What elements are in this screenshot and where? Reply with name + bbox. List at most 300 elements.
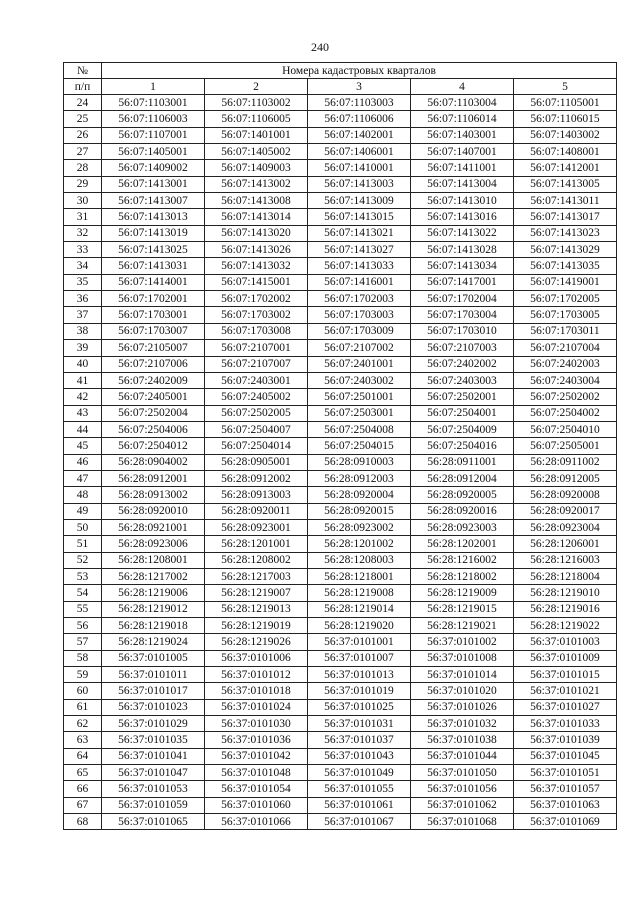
cadastral-number-cell: 56:07:1413020 bbox=[205, 225, 308, 241]
row-number-cell: 41 bbox=[64, 372, 102, 388]
table-row bbox=[64, 438, 617, 454]
row-number-cell: 34 bbox=[64, 258, 102, 274]
table-row bbox=[64, 585, 617, 601]
row-number-cell: 36 bbox=[64, 291, 102, 307]
cadastral-number-cell: 56:37:0101036 bbox=[205, 732, 308, 748]
cadastral-number-cell: 56:07:1416001 bbox=[308, 274, 411, 290]
row-number-cell: 61 bbox=[64, 699, 102, 715]
row-number-cell: 44 bbox=[64, 421, 102, 437]
cadastral-number-cell: 56:28:0921001 bbox=[102, 519, 205, 535]
cadastral-number-cell: 56:07:2504006 bbox=[102, 421, 205, 437]
cadastral-number-cell: 56:28:0923003 bbox=[411, 519, 514, 535]
row-number-cell: 38 bbox=[64, 323, 102, 339]
cadastral-number-cell: 56:28:0912003 bbox=[308, 470, 411, 486]
cadastral-number-cell: 56:07:1413007 bbox=[102, 193, 205, 209]
cadastral-number-cell: 56:07:2402002 bbox=[411, 356, 514, 372]
cadastral-number-cell: 56:37:0101054 bbox=[205, 781, 308, 797]
cadastral-number-cell: 56:28:0905001 bbox=[205, 454, 308, 470]
table-row bbox=[64, 242, 617, 258]
cadastral-number-cell: 56:28:1219024 bbox=[102, 634, 205, 650]
cadastral-number-cell: 56:37:0101025 bbox=[308, 699, 411, 715]
cadastral-number-cell: 56:07:2504015 bbox=[308, 438, 411, 454]
cadastral-number-cell: 56:28:1219014 bbox=[308, 601, 411, 617]
cadastral-number-cell: 56:37:0101005 bbox=[102, 650, 205, 666]
cadastral-number-cell: 56:28:1219009 bbox=[411, 585, 514, 601]
cadastral-number-cell: 56:07:2405001 bbox=[102, 389, 205, 405]
cadastral-number-cell: 56:37:0101068 bbox=[411, 814, 514, 830]
cadastral-number-cell: 56:07:1417001 bbox=[411, 274, 514, 290]
cadastral-number-cell: 56:07:1413015 bbox=[308, 209, 411, 225]
cadastral-number-cell: 56:07:2107006 bbox=[102, 356, 205, 372]
cadastral-number-cell: 56:28:0923001 bbox=[205, 519, 308, 535]
cadastral-number-cell: 56:07:1413031 bbox=[102, 258, 205, 274]
cadastral-number-cell: 56:37:0101032 bbox=[411, 716, 514, 732]
cadastral-number-cell: 56:37:0101057 bbox=[514, 781, 617, 797]
cadastral-number-cell: 56:07:1406001 bbox=[308, 144, 411, 160]
table-row bbox=[64, 160, 617, 176]
cadastral-number-cell: 56:37:0101047 bbox=[102, 765, 205, 781]
table-row bbox=[64, 176, 617, 192]
row-number-cell: 42 bbox=[64, 389, 102, 405]
row-number-cell: 40 bbox=[64, 356, 102, 372]
row-number-cell: 58 bbox=[64, 650, 102, 666]
cadastral-number-cell: 56:37:0101038 bbox=[411, 732, 514, 748]
cadastral-number-cell: 56:07:2107007 bbox=[205, 356, 308, 372]
cadastral-number-cell: 56:07:1402001 bbox=[308, 127, 411, 143]
row-number-cell: 64 bbox=[64, 748, 102, 764]
row-number-cell: 54 bbox=[64, 585, 102, 601]
cadastral-number-cell: 56:07:1702004 bbox=[411, 291, 514, 307]
row-number-cell: 52 bbox=[64, 552, 102, 568]
cadastral-number-cell: 56:07:1401001 bbox=[205, 127, 308, 143]
group-header-title: Номера кадастровых кварталов bbox=[102, 63, 617, 79]
cadastral-number-cell: 56:07:1413004 bbox=[411, 176, 514, 192]
cadastral-number-cell: 56:37:0101060 bbox=[205, 797, 308, 813]
cadastral-number-cell: 56:07:2403002 bbox=[308, 372, 411, 388]
row-number-cell: 45 bbox=[64, 438, 102, 454]
cadastral-number-cell: 56:28:1218001 bbox=[308, 568, 411, 584]
cadastral-number-cell: 56:37:0101007 bbox=[308, 650, 411, 666]
table-body bbox=[64, 95, 617, 830]
cadastral-number-cell: 56:28:1201002 bbox=[308, 536, 411, 552]
cadastral-number-cell: 56:07:1106005 bbox=[205, 111, 308, 127]
cadastral-number-cell: 56:28:1219006 bbox=[102, 585, 205, 601]
cadastral-number-cell: 56:37:0101065 bbox=[102, 814, 205, 830]
cadastral-number-cell: 56:37:0101030 bbox=[205, 716, 308, 732]
cadastral-number-cell: 56:37:0101008 bbox=[411, 650, 514, 666]
cadastral-number-cell: 56:37:0101051 bbox=[514, 765, 617, 781]
cadastral-number-cell: 56:07:1106003 bbox=[102, 111, 205, 127]
cadastral-number-cell: 56:07:2502001 bbox=[411, 389, 514, 405]
cadastral-number-cell: 56:07:1413001 bbox=[102, 176, 205, 192]
cadastral-number-cell: 56:28:1217003 bbox=[205, 568, 308, 584]
cadastral-number-cell: 56:37:0101018 bbox=[205, 683, 308, 699]
cadastral-number-cell: 56:28:0912005 bbox=[514, 470, 617, 486]
row-number-cell: 60 bbox=[64, 683, 102, 699]
row-number-cell: 68 bbox=[64, 814, 102, 830]
row-number-cell: 31 bbox=[64, 209, 102, 225]
cadastral-number-cell: 56:28:0923004 bbox=[514, 519, 617, 535]
cadastral-number-cell: 56:07:1413032 bbox=[205, 258, 308, 274]
cadastral-number-cell: 56:07:1413017 bbox=[514, 209, 617, 225]
cadastral-number-cell: 56:07:1703005 bbox=[514, 307, 617, 323]
cadastral-number-cell: 56:28:1219010 bbox=[514, 585, 617, 601]
cadastral-number-cell: 56:28:0912001 bbox=[102, 470, 205, 486]
cadastral-number-cell: 56:07:2504001 bbox=[411, 405, 514, 421]
cadastral-number-cell: 56:28:1219008 bbox=[308, 585, 411, 601]
table-row bbox=[64, 323, 617, 339]
table-row bbox=[64, 699, 617, 715]
table-row bbox=[64, 193, 617, 209]
cadastral-number-cell: 56:07:1413022 bbox=[411, 225, 514, 241]
cadastral-number-cell: 56:07:1403002 bbox=[514, 127, 617, 143]
cadastral-number-cell: 56:28:0920015 bbox=[308, 503, 411, 519]
cadastral-number-cell: 56:07:2405002 bbox=[205, 389, 308, 405]
cadastral-number-cell: 56:07:1412001 bbox=[514, 160, 617, 176]
cadastral-number-cell: 56:28:0920005 bbox=[411, 487, 514, 503]
cadastral-number-cell: 56:07:1413010 bbox=[411, 193, 514, 209]
cadastral-number-cell: 56:07:1413033 bbox=[308, 258, 411, 274]
cadastral-number-cell: 56:37:0101014 bbox=[411, 667, 514, 683]
cadastral-number-cell: 56:07:1413034 bbox=[411, 258, 514, 274]
cadastral-number-cell: 56:07:1410001 bbox=[308, 160, 411, 176]
cadastral-number-cell: 56:37:0101049 bbox=[308, 765, 411, 781]
table-row bbox=[64, 650, 617, 666]
cadastral-number-cell: 56:07:1403001 bbox=[411, 127, 514, 143]
cadastral-number-cell: 56:07:1413008 bbox=[205, 193, 308, 209]
column-header: 1 bbox=[102, 79, 205, 95]
row-number-cell: 39 bbox=[64, 340, 102, 356]
cadastral-number-cell: 56:07:1702001 bbox=[102, 291, 205, 307]
cadastral-number-cell: 56:07:1103001 bbox=[102, 95, 205, 111]
table-row bbox=[64, 470, 617, 486]
row-number-cell: 47 bbox=[64, 470, 102, 486]
cadastral-number-cell: 56:07:1409002 bbox=[102, 160, 205, 176]
cadastral-number-cell: 56:28:1202001 bbox=[411, 536, 514, 552]
cadastral-number-cell: 56:07:1703004 bbox=[411, 307, 514, 323]
row-number-cell: 59 bbox=[64, 667, 102, 683]
row-number-cell: 51 bbox=[64, 536, 102, 552]
row-number-header-top: № bbox=[64, 63, 102, 79]
cadastral-number-cell: 56:07:1413025 bbox=[102, 242, 205, 258]
cadastral-number-cell: 56:07:1103003 bbox=[308, 95, 411, 111]
table-row bbox=[64, 144, 617, 160]
cadastral-number-cell: 56:37:0101027 bbox=[514, 699, 617, 715]
cadastral-number-cell: 56:28:1219018 bbox=[102, 618, 205, 634]
table-row bbox=[64, 536, 617, 552]
cadastral-number-cell: 56:07:1106014 bbox=[411, 111, 514, 127]
cadastral-number-cell: 56:37:0101019 bbox=[308, 683, 411, 699]
table-row bbox=[64, 487, 617, 503]
row-number-cell: 66 bbox=[64, 781, 102, 797]
table-row bbox=[64, 667, 617, 683]
cadastral-number-cell: 56:28:1208001 bbox=[102, 552, 205, 568]
cadastral-number-cell: 56:07:1703009 bbox=[308, 323, 411, 339]
cadastral-number-cell: 56:07:1702003 bbox=[308, 291, 411, 307]
cadastral-number-cell: 56:07:1703002 bbox=[205, 307, 308, 323]
cadastral-number-cell: 56:07:2402003 bbox=[514, 356, 617, 372]
cadastral-number-cell: 56:28:0913002 bbox=[102, 487, 205, 503]
cadastral-number-cell: 56:07:2504010 bbox=[514, 421, 617, 437]
cadastral-number-cell: 56:28:1218004 bbox=[514, 568, 617, 584]
column-header: 3 bbox=[308, 79, 411, 95]
cadastral-number-cell: 56:07:1415001 bbox=[205, 274, 308, 290]
cadastral-number-cell: 56:07:1413023 bbox=[514, 225, 617, 241]
cadastral-number-cell: 56:28:0923006 bbox=[102, 536, 205, 552]
table-row bbox=[64, 340, 617, 356]
cadastral-number-cell: 56:28:0910003 bbox=[308, 454, 411, 470]
cadastral-number-cell: 56:07:1703001 bbox=[102, 307, 205, 323]
cadastral-number-cell: 56:07:2504007 bbox=[205, 421, 308, 437]
cadastral-number-cell: 56:28:1219016 bbox=[514, 601, 617, 617]
row-number-cell: 24 bbox=[64, 95, 102, 111]
row-number-cell: 28 bbox=[64, 160, 102, 176]
cadastral-number-cell: 56:37:0101011 bbox=[102, 667, 205, 683]
cadastral-number-cell: 56:28:1219019 bbox=[205, 618, 308, 634]
cadastral-number-cell: 56:07:2403003 bbox=[411, 372, 514, 388]
row-number-cell: 25 bbox=[64, 111, 102, 127]
cadastral-number-cell: 56:37:0101035 bbox=[102, 732, 205, 748]
table-row bbox=[64, 209, 617, 225]
row-number-cell: 26 bbox=[64, 127, 102, 143]
table-row bbox=[64, 356, 617, 372]
cadastral-number-cell: 56:28:1219013 bbox=[205, 601, 308, 617]
cadastral-number-cell: 56:07:2503001 bbox=[308, 405, 411, 421]
table-row bbox=[64, 732, 617, 748]
cadastral-number-cell: 56:28:0920011 bbox=[205, 503, 308, 519]
header-row-bottom bbox=[64, 79, 617, 95]
cadastral-number-cell: 56:07:1107001 bbox=[102, 127, 205, 143]
table-row bbox=[64, 781, 617, 797]
cadastral-number-cell: 56:07:2107002 bbox=[308, 340, 411, 356]
cadastral-number-cell: 56:07:2501001 bbox=[308, 389, 411, 405]
cadastral-number-cell: 56:07:1703010 bbox=[411, 323, 514, 339]
cadastral-number-cell: 56:28:0912002 bbox=[205, 470, 308, 486]
cadastral-number-cell: 56:28:0912004 bbox=[411, 470, 514, 486]
table-row bbox=[64, 634, 617, 650]
cadastral-number-cell: 56:28:0920010 bbox=[102, 503, 205, 519]
cadastral-number-cell: 56:07:1702005 bbox=[514, 291, 617, 307]
cadastral-number-cell: 56:07:2504008 bbox=[308, 421, 411, 437]
cadastral-number-cell: 56:07:1413016 bbox=[411, 209, 514, 225]
cadastral-number-cell: 56:37:0101006 bbox=[205, 650, 308, 666]
cadastral-number-cell: 56:07:1702002 bbox=[205, 291, 308, 307]
cadastral-number-cell: 56:07:1105001 bbox=[514, 95, 617, 111]
cadastral-number-cell: 56:28:0911002 bbox=[514, 454, 617, 470]
cadastral-quarters-table bbox=[63, 62, 617, 830]
cadastral-number-cell: 56:37:0101002 bbox=[411, 634, 514, 650]
cadastral-number-cell: 56:07:1409003 bbox=[205, 160, 308, 176]
row-number-cell: 30 bbox=[64, 193, 102, 209]
row-number-cell: 43 bbox=[64, 405, 102, 421]
cadastral-number-cell: 56:07:1413029 bbox=[514, 242, 617, 258]
row-number-cell: 62 bbox=[64, 716, 102, 732]
cadastral-number-cell: 56:37:0101017 bbox=[102, 683, 205, 699]
cadastral-number-cell: 56:07:1413011 bbox=[514, 193, 617, 209]
row-number-cell: 49 bbox=[64, 503, 102, 519]
cadastral-number-cell: 56:07:2502005 bbox=[205, 405, 308, 421]
cadastral-number-cell: 56:07:2403001 bbox=[205, 372, 308, 388]
row-number-cell: 67 bbox=[64, 797, 102, 813]
row-number-cell: 50 bbox=[64, 519, 102, 535]
table-row bbox=[64, 372, 617, 388]
table-row bbox=[64, 552, 617, 568]
cadastral-number-cell: 56:07:2502002 bbox=[514, 389, 617, 405]
cadastral-number-cell: 56:28:0911001 bbox=[411, 454, 514, 470]
cadastral-number-cell: 56:07:1413026 bbox=[205, 242, 308, 258]
cadastral-number-cell: 56:07:1703011 bbox=[514, 323, 617, 339]
cadastral-number-cell: 56:07:2502004 bbox=[102, 405, 205, 421]
cadastral-number-cell: 56:07:1413005 bbox=[514, 176, 617, 192]
cadastral-number-cell: 56:37:0101001 bbox=[308, 634, 411, 650]
cadastral-number-cell: 56:07:1703008 bbox=[205, 323, 308, 339]
cadastral-number-cell: 56:37:0101012 bbox=[205, 667, 308, 683]
cadastral-number-cell: 56:37:0101055 bbox=[308, 781, 411, 797]
table-row bbox=[64, 503, 617, 519]
cadastral-number-cell: 56:37:0101015 bbox=[514, 667, 617, 683]
cadastral-number-cell: 56:07:1405001 bbox=[102, 144, 205, 160]
page-number: 240 bbox=[311, 40, 329, 54]
cadastral-number-cell: 56:07:1413002 bbox=[205, 176, 308, 192]
cadastral-number-cell: 56:37:0101029 bbox=[102, 716, 205, 732]
cadastral-number-cell: 56:28:1218002 bbox=[411, 568, 514, 584]
row-number-cell: 65 bbox=[64, 765, 102, 781]
cadastral-number-cell: 56:37:0101048 bbox=[205, 765, 308, 781]
cadastral-number-cell: 56:07:1103002 bbox=[205, 95, 308, 111]
cadastral-number-cell: 56:07:1413027 bbox=[308, 242, 411, 258]
cadastral-number-cell: 56:28:1216003 bbox=[514, 552, 617, 568]
cadastral-number-cell: 56:37:0101033 bbox=[514, 716, 617, 732]
cadastral-number-cell: 56:07:2403004 bbox=[514, 372, 617, 388]
cadastral-number-cell: 56:37:0101026 bbox=[411, 699, 514, 715]
cadastral-number-cell: 56:37:0101069 bbox=[514, 814, 617, 830]
table-row bbox=[64, 765, 617, 781]
cadastral-number-cell: 56:28:1219026 bbox=[205, 634, 308, 650]
table-row bbox=[64, 748, 617, 764]
cadastral-number-cell: 56:28:1219022 bbox=[514, 618, 617, 634]
table-row bbox=[64, 618, 617, 634]
cadastral-number-cell: 56:28:1208002 bbox=[205, 552, 308, 568]
cadastral-number-cell: 56:37:0101041 bbox=[102, 748, 205, 764]
table-row bbox=[64, 421, 617, 437]
column-header: 2 bbox=[205, 79, 308, 95]
cadastral-number-cell: 56:28:1219007 bbox=[205, 585, 308, 601]
cadastral-number-cell: 56:07:2402009 bbox=[102, 372, 205, 388]
table-row bbox=[64, 797, 617, 813]
row-number-cell: 53 bbox=[64, 568, 102, 584]
table-row bbox=[64, 568, 617, 584]
cadastral-number-cell: 56:07:2107003 bbox=[411, 340, 514, 356]
cadastral-number-cell: 56:37:0101067 bbox=[308, 814, 411, 830]
column-header: 4 bbox=[411, 79, 514, 95]
row-number-cell: 32 bbox=[64, 225, 102, 241]
cadastral-number-cell: 56:28:0920004 bbox=[308, 487, 411, 503]
cadastral-number-cell: 56:37:0101043 bbox=[308, 748, 411, 764]
table-row bbox=[64, 274, 617, 290]
table-row bbox=[64, 519, 617, 535]
table-row bbox=[64, 683, 617, 699]
cadastral-number-cell: 56:28:1219021 bbox=[411, 618, 514, 634]
cadastral-number-cell: 56:28:0920008 bbox=[514, 487, 617, 503]
cadastral-number-cell: 56:37:0101021 bbox=[514, 683, 617, 699]
row-number-cell: 57 bbox=[64, 634, 102, 650]
cadastral-number-cell: 56:28:1219015 bbox=[411, 601, 514, 617]
cadastral-number-cell: 56:37:0101020 bbox=[411, 683, 514, 699]
cadastral-number-cell: 56:07:2505001 bbox=[514, 438, 617, 454]
cadastral-number-cell: 56:07:1408001 bbox=[514, 144, 617, 160]
cadastral-number-cell: 56:37:0101031 bbox=[308, 716, 411, 732]
cadastral-number-cell: 56:07:2107001 bbox=[205, 340, 308, 356]
table-row bbox=[64, 291, 617, 307]
cadastral-number-cell: 56:28:0920017 bbox=[514, 503, 617, 519]
table-row bbox=[64, 127, 617, 143]
cadastral-number-cell: 56:37:0101023 bbox=[102, 699, 205, 715]
cadastral-number-cell: 56:37:0101062 bbox=[411, 797, 514, 813]
cadastral-number-cell: 56:07:2504012 bbox=[102, 438, 205, 454]
cadastral-number-cell: 56:37:0101013 bbox=[308, 667, 411, 683]
cadastral-number-cell: 56:37:0101044 bbox=[411, 748, 514, 764]
cadastral-number-cell: 56:37:0101059 bbox=[102, 797, 205, 813]
cadastral-number-cell: 56:28:0923002 bbox=[308, 519, 411, 535]
cadastral-number-cell: 56:07:2107004 bbox=[514, 340, 617, 356]
cadastral-number-cell: 56:37:0101056 bbox=[411, 781, 514, 797]
cadastral-number-cell: 56:28:1208003 bbox=[308, 552, 411, 568]
cadastral-number-cell: 56:37:0101053 bbox=[102, 781, 205, 797]
cadastral-number-cell: 56:07:2504009 bbox=[411, 421, 514, 437]
cadastral-number-cell: 56:07:1405002 bbox=[205, 144, 308, 160]
cadastral-number-cell: 56:28:1216002 bbox=[411, 552, 514, 568]
column-header: 5 bbox=[514, 79, 617, 95]
cadastral-number-cell: 56:37:0101061 bbox=[308, 797, 411, 813]
cadastral-number-cell: 56:07:1413021 bbox=[308, 225, 411, 241]
cadastral-number-cell: 56:07:1413035 bbox=[514, 258, 617, 274]
cadastral-number-cell: 56:07:1413003 bbox=[308, 176, 411, 192]
row-number-cell: 48 bbox=[64, 487, 102, 503]
cadastral-number-cell: 56:07:1106015 bbox=[514, 111, 617, 127]
table-row bbox=[64, 95, 617, 111]
row-number-cell: 55 bbox=[64, 601, 102, 617]
table-row bbox=[64, 814, 617, 830]
row-number-cell: 63 bbox=[64, 732, 102, 748]
row-number-cell: 29 bbox=[64, 176, 102, 192]
cadastral-number-cell: 56:37:0101050 bbox=[411, 765, 514, 781]
row-number-header-bottom: п/п bbox=[64, 79, 102, 95]
row-number-cell: 46 bbox=[64, 454, 102, 470]
row-number-cell: 33 bbox=[64, 242, 102, 258]
cadastral-number-cell: 56:07:1703007 bbox=[102, 323, 205, 339]
cadastral-number-cell: 56:37:0101045 bbox=[514, 748, 617, 764]
table-row bbox=[64, 258, 617, 274]
cadastral-number-cell: 56:28:1219012 bbox=[102, 601, 205, 617]
cadastral-number-cell: 56:37:0101037 bbox=[308, 732, 411, 748]
cadastral-number-cell: 56:07:1413014 bbox=[205, 209, 308, 225]
table-row bbox=[64, 405, 617, 421]
table-row bbox=[64, 601, 617, 617]
cadastral-number-cell: 56:07:1407001 bbox=[411, 144, 514, 160]
cadastral-number-cell: 56:37:0101042 bbox=[205, 748, 308, 764]
table-row bbox=[64, 225, 617, 241]
table-row bbox=[64, 716, 617, 732]
table-row bbox=[64, 111, 617, 127]
cadastral-number-cell: 56:07:1413009 bbox=[308, 193, 411, 209]
table-row bbox=[64, 389, 617, 405]
table-row bbox=[64, 307, 617, 323]
cadastral-number-cell: 56:07:1413019 bbox=[102, 225, 205, 241]
cadastral-number-cell: 56:07:1413028 bbox=[411, 242, 514, 258]
cadastral-number-cell: 56:28:0920016 bbox=[411, 503, 514, 519]
cadastral-number-cell: 56:37:0101063 bbox=[514, 797, 617, 813]
row-number-cell: 27 bbox=[64, 144, 102, 160]
